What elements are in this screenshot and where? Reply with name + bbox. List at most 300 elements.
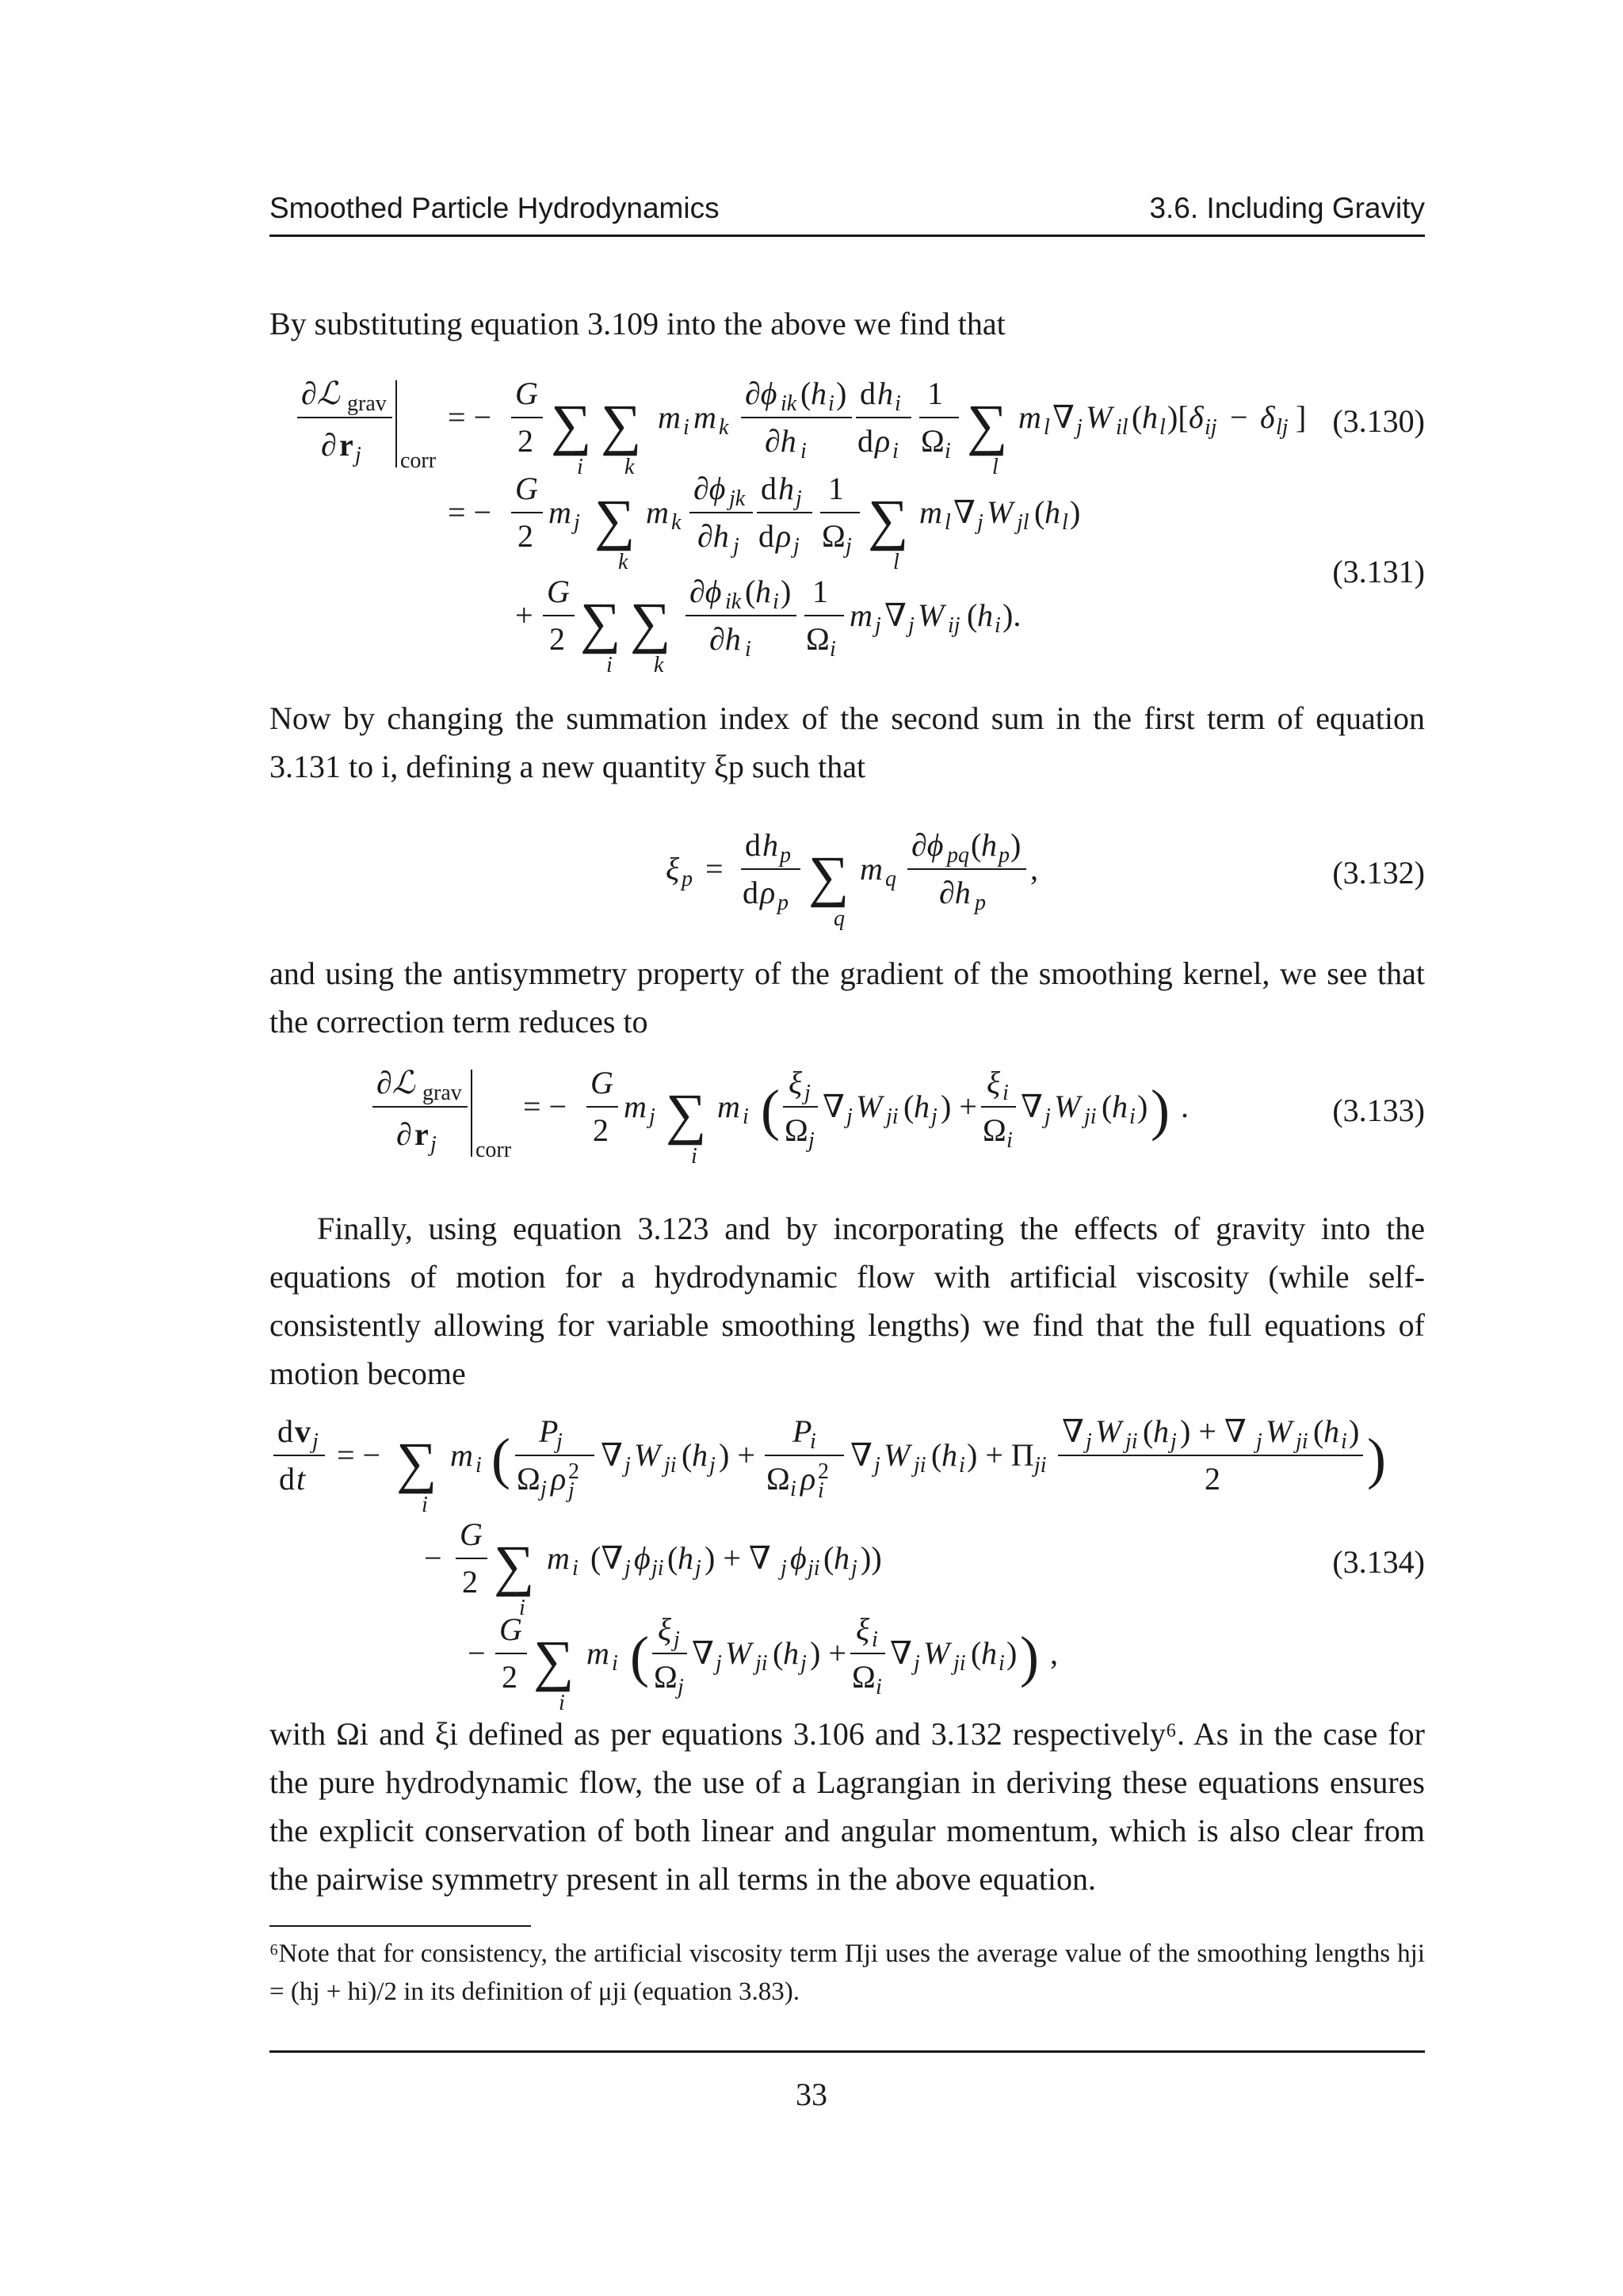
svg-text:pq: pq (947, 843, 969, 868)
svg-text:∑: ∑ (630, 591, 671, 654)
svg-text:p: p (975, 891, 986, 915)
svg-text:i: i (572, 1556, 579, 1581)
svg-text:j: j (649, 1104, 655, 1129)
footer-rule (269, 2050, 1425, 2053)
equation-number: (3.132) (1332, 855, 1425, 891)
equation-number: (3.133) (1332, 1093, 1425, 1128)
svg-text:h: h (981, 1635, 997, 1671)
svg-text:j: j (733, 534, 739, 559)
svg-text:j: j (678, 1675, 684, 1699)
svg-text:(: ( (773, 1635, 784, 1671)
svg-text:Ω: Ω (654, 1659, 678, 1695)
svg-text:Ω: Ω (921, 423, 945, 459)
svg-text:d: d (279, 1461, 295, 1497)
svg-text:m: m (586, 1635, 609, 1671)
svg-text:lj: lj (1276, 415, 1289, 440)
svg-text:(: ( (630, 1625, 649, 1688)
svg-text:Ω: Ω (806, 621, 830, 657)
svg-text:(: ( (800, 376, 812, 411)
svg-text:ξ: ξ (987, 1065, 1001, 1100)
svg-text:p: p (682, 867, 693, 891)
header-section: 3.6. Including Gravity (1149, 192, 1425, 224)
svg-text:j: j (808, 1128, 815, 1153)
svg-text:j: j (695, 1556, 701, 1581)
svg-text:h: h (977, 597, 993, 633)
svg-text:h: h (811, 376, 827, 411)
svg-text:(∇: (∇ (590, 1540, 624, 1576)
svg-text:= −: = − (448, 494, 492, 530)
svg-text:d: d (745, 827, 761, 863)
svg-text:j: j (874, 1453, 880, 1478)
svg-text:h: h (981, 827, 997, 863)
svg-text:i: i (1006, 1128, 1013, 1153)
svg-text:2: 2 (517, 518, 533, 554)
svg-text:ρ: ρ (875, 423, 891, 459)
svg-text:∂h: ∂h (765, 423, 796, 459)
svg-text:p: p (777, 891, 789, 915)
svg-text:∂ϕ: ∂ϕ (745, 376, 777, 411)
svg-text:+: + (515, 597, 533, 633)
svg-text:ρ: ρ (776, 518, 792, 554)
svg-text:∑: ∑ (808, 845, 850, 908)
svg-text:): ) (1367, 1427, 1386, 1490)
svg-text:): ) (1010, 827, 1022, 863)
svg-text:j: j (793, 534, 800, 559)
svg-text:j: j (1256, 1429, 1262, 1454)
svg-text:j: j (624, 1556, 631, 1581)
svg-text:W: W (884, 1437, 911, 1473)
svg-text:∑: ∑ (967, 393, 1008, 456)
svg-text:∇: ∇ (884, 597, 907, 633)
svg-text:W: W (923, 1635, 950, 1671)
svg-text:(: ( (971, 827, 982, 863)
svg-text:∂ℒ: ∂ℒ (301, 376, 340, 411)
svg-text:d: d (761, 471, 777, 506)
svg-text:Ω: Ω (983, 1112, 1006, 1148)
svg-text:i: i (612, 1651, 618, 1676)
svg-text:(: ( (1313, 1413, 1324, 1449)
svg-text:∑: ∑ (533, 1629, 575, 1692)
svg-text:h: h (834, 1540, 850, 1576)
svg-text:m: m (624, 1089, 647, 1124)
svg-text:= −: = − (337, 1437, 381, 1473)
svg-text:h: h (778, 471, 794, 506)
equation-3-130-3-131 (269, 372, 1425, 689)
svg-text:∇: ∇ (1052, 399, 1075, 435)
svg-text:) +: ) + (941, 1089, 977, 1124)
svg-text:G: G (590, 1065, 613, 1100)
svg-text:j: j (908, 613, 915, 638)
svg-text:i: i (773, 589, 779, 614)
svg-text:W: W (918, 597, 945, 633)
svg-text:j: j (674, 1627, 680, 1652)
svg-text:m: m (646, 494, 669, 530)
svg-text:i: i (959, 1453, 965, 1478)
svg-text:(: ( (682, 1437, 693, 1473)
svg-text:(: ( (1034, 494, 1045, 530)
svg-text:∂: ∂ (396, 1116, 412, 1152)
svg-text:i: i (895, 391, 901, 416)
paragraph-intro: By substituting equation 3.109 into the above we find that (269, 306, 1006, 341)
svg-text:∂ℒ: ∂ℒ (376, 1065, 415, 1100)
svg-text:ik: ik (725, 589, 742, 614)
svg-text:2: 2 (502, 1659, 517, 1695)
svg-text:2: 2 (1205, 1461, 1220, 1497)
svg-text:1: 1 (812, 574, 828, 609)
svg-text:(: ( (761, 1078, 780, 1142)
svg-text:h: h (877, 376, 893, 411)
svg-text:∂: ∂ (321, 427, 337, 463)
equation-3-134 (269, 1410, 1425, 1727)
svg-text:i: i (422, 1493, 428, 1517)
svg-text:(: ( (491, 1427, 510, 1490)
svg-text:j: j (556, 1429, 563, 1454)
svg-text:(: ( (745, 574, 756, 609)
svg-text:(: ( (823, 1540, 834, 1576)
svg-text:(: ( (667, 1540, 678, 1576)
svg-text:ξ: ξ (789, 1065, 803, 1100)
svg-text:(: ( (967, 597, 978, 633)
svg-text:j: j (709, 1453, 716, 1478)
svg-text:k: k (671, 510, 682, 535)
svg-text:r: r (339, 427, 353, 463)
svg-text:∇: ∇ (601, 1437, 623, 1473)
svg-text:∇: ∇ (890, 1635, 912, 1671)
svg-text:2: 2 (818, 1459, 829, 1484)
svg-text:j: j (568, 1478, 575, 1503)
svg-text:h: h (1044, 494, 1060, 530)
svg-text:): ) (1349, 1413, 1360, 1449)
svg-text:= −: = − (523, 1089, 567, 1124)
svg-text:ji: ji (953, 1651, 966, 1676)
svg-text:.: . (1181, 1089, 1189, 1124)
svg-text:i: i (945, 439, 951, 463)
svg-text:= −: = − (448, 399, 492, 435)
svg-text:2: 2 (549, 621, 565, 657)
svg-text:k: k (618, 550, 628, 574)
svg-text:∇: ∇ (1062, 1413, 1084, 1449)
svg-text:p: p (780, 843, 791, 868)
svg-text:m: m (658, 399, 681, 435)
svg-text:i: i (999, 1651, 1005, 1676)
svg-text:): ) (1151, 1078, 1170, 1142)
svg-text:m: m (1018, 399, 1041, 435)
svg-text:W: W (1095, 1413, 1122, 1449)
svg-text:i: i (818, 1478, 824, 1503)
svg-text:h: h (692, 1437, 708, 1473)
svg-text:∇: ∇ (953, 494, 976, 530)
svg-text:k: k (654, 653, 664, 677)
svg-text:W: W (987, 494, 1014, 530)
svg-text:j: j (540, 1477, 547, 1501)
equation-number: (3.130) (1332, 403, 1425, 439)
svg-text:2: 2 (593, 1112, 609, 1148)
equation-number: (3.134) (1332, 1544, 1425, 1580)
svg-text:r: r (414, 1116, 429, 1152)
svg-text:grav: grav (422, 1081, 462, 1105)
svg-text:d: d (758, 518, 774, 554)
svg-text:P: P (792, 1413, 812, 1449)
svg-text:d: d (277, 1413, 293, 1449)
svg-text:q: q (885, 867, 896, 891)
svg-text:−: − (468, 1635, 486, 1671)
svg-text:m: m (919, 494, 942, 530)
svg-text:m: m (450, 1437, 473, 1473)
svg-text:j: j (1044, 1104, 1051, 1129)
svg-text:jl: jl (1017, 510, 1029, 535)
svg-text:i: i (559, 1691, 565, 1715)
svg-text:grav: grav (347, 391, 387, 416)
svg-text:h: h (783, 1635, 799, 1671)
svg-text:∑: ∑ (868, 488, 909, 551)
svg-text:ji: ji (1125, 1429, 1138, 1454)
svg-text:ϕ: ϕ (790, 1540, 807, 1576)
svg-text:i: i (606, 653, 613, 677)
svg-text:v: v (295, 1413, 311, 1449)
svg-text:1: 1 (927, 376, 943, 411)
svg-text:h: h (762, 827, 778, 863)
svg-text:h: h (941, 1437, 957, 1473)
svg-text:j: j (931, 1104, 938, 1129)
svg-text:ξ: ξ (658, 1611, 672, 1647)
svg-text:m: m (548, 494, 571, 530)
equation-number: (3.131) (1332, 554, 1425, 589)
svg-text:ϕ: ϕ (634, 1540, 651, 1576)
svg-text:): ) (781, 574, 792, 609)
svg-text:ji: ji (664, 1453, 677, 1478)
svg-text:h: h (914, 1089, 930, 1124)
svg-text:j: j (800, 1651, 807, 1676)
svg-text:G: G (499, 1611, 522, 1647)
svg-text:∂h: ∂h (939, 875, 971, 910)
svg-text:j: j (846, 534, 852, 559)
svg-text:ik: ik (781, 391, 797, 416)
svg-text:i: i (519, 1596, 525, 1620)
svg-text:j: j (914, 1651, 920, 1676)
svg-text:j: j (716, 1651, 722, 1676)
svg-text:l: l (1044, 415, 1050, 440)
svg-text:q: q (834, 906, 845, 931)
svg-text:2: 2 (568, 1459, 579, 1484)
svg-text:d: d (857, 423, 873, 459)
svg-text:j: j (781, 1556, 787, 1581)
svg-text:W: W (634, 1437, 661, 1473)
svg-text:j: j (796, 486, 802, 511)
svg-text:Ω: Ω (822, 518, 846, 554)
svg-text:i: i (892, 439, 899, 463)
svg-text:ξ: ξ (666, 851, 680, 887)
svg-text:l: l (893, 550, 899, 574)
svg-text:G: G (547, 574, 570, 609)
svg-text:jk: jk (729, 486, 746, 511)
paragraph-conservation: with Ωi and ξi defined as per equations 3.106 and 3.132 respectively⁶. As in the case for the pure hydrodynamic flow, the use of a Lagrangian in deriving these equations ensures the explicit conservation of both linear and angular momentum, which is also clear from the pairwise symmetry present in all terms in the above equation. (269, 1716, 1425, 1897)
svg-text:i: i (872, 1627, 878, 1652)
svg-text:1: 1 (828, 471, 844, 506)
svg-text:): ) (1137, 1089, 1148, 1124)
svg-text:ρ: ρ (760, 875, 776, 910)
svg-text:corr: corr (475, 1138, 512, 1162)
svg-text:(: ( (1143, 1413, 1154, 1449)
svg-text:i: i (1002, 1081, 1009, 1105)
svg-text:∂ϕ: ∂ϕ (911, 827, 944, 863)
svg-text:m: m (547, 1540, 570, 1576)
svg-text:∇: ∇ (850, 1437, 873, 1473)
svg-text:ij: ij (1205, 415, 1217, 440)
svg-text:p: p (999, 843, 1010, 868)
svg-text:l: l (992, 455, 999, 479)
svg-text:ρ: ρ (551, 1461, 567, 1497)
svg-text:∇: ∇ (1021, 1089, 1043, 1124)
svg-text:∂h: ∂h (709, 621, 741, 657)
svg-text:h: h (755, 574, 771, 609)
svg-text:ji: ji (1034, 1453, 1047, 1478)
svg-text:∂h: ∂h (697, 518, 729, 554)
svg-text:W: W (1086, 399, 1113, 435)
svg-text:il: il (1116, 415, 1128, 440)
svg-text:t: t (296, 1461, 306, 1497)
equation-3-133 (269, 1062, 1425, 1173)
svg-text:i: i (745, 637, 751, 662)
svg-text:i: i (743, 1104, 749, 1129)
paragraph-equations-of-motion: Finally, using equation 3.123 and by incorporating the effects of gravity into the equations of motion for a hydrodynamic flow with artificial viscosity (while self-consistently allowing for variable smoothing lengths) we find that the full equations of motion become (269, 1211, 1425, 1391)
svg-text:i: i (577, 455, 583, 479)
svg-text:h: h (678, 1540, 693, 1576)
svg-text:) + Π: ) + Π (967, 1437, 1034, 1473)
svg-text:∑: ∑ (666, 1082, 707, 1146)
svg-text:δ: δ (1189, 399, 1204, 435)
svg-text:j: j (1086, 1429, 1092, 1454)
svg-text:j: j (430, 1132, 437, 1157)
svg-text:(: ( (971, 1635, 982, 1671)
svg-text:Ω: Ω (517, 1461, 540, 1497)
footnote: ⁶Note that for consistency, the artificial viscosity term Πji uses the average value of the smoothing lengths hji = (hj + hi)/2 in its definition of μji (equation 3.83). (269, 1939, 1425, 2006)
svg-text:G: G (515, 471, 538, 506)
svg-text:j: j (355, 443, 361, 467)
svg-text:∑: ∑ (494, 1534, 535, 1597)
svg-text:ji: ji (755, 1651, 768, 1676)
svg-text:): ) (1020, 1625, 1039, 1688)
svg-text:δ: δ (1260, 399, 1275, 435)
svg-text:∂ϕ: ∂ϕ (689, 574, 722, 609)
svg-text:∑: ∑ (396, 1431, 437, 1494)
svg-text:i: i (828, 391, 834, 416)
svg-text:ji: ji (886, 1104, 899, 1129)
svg-text:i: i (1129, 1104, 1136, 1129)
svg-text:j: j (1170, 1429, 1177, 1454)
svg-text:2: 2 (462, 1564, 478, 1600)
svg-text:i: i (790, 1477, 796, 1501)
svg-text:j: j (1076, 415, 1083, 440)
svg-text:W: W (1054, 1089, 1081, 1124)
svg-text:ji: ji (1296, 1429, 1308, 1454)
svg-text:∑: ∑ (601, 393, 642, 456)
svg-text:∂ϕ: ∂ϕ (693, 471, 726, 506)
svg-text:j: j (846, 1104, 853, 1129)
svg-text:h: h (1323, 1413, 1339, 1449)
svg-text:(: ( (903, 1089, 915, 1124)
svg-text:): ) (836, 376, 847, 411)
svg-text:ji: ji (651, 1556, 664, 1581)
svg-text:,: , (1050, 1635, 1058, 1671)
svg-text:j: j (804, 1081, 811, 1105)
svg-text:∑: ∑ (580, 591, 621, 654)
svg-text:(: ( (931, 1437, 942, 1473)
svg-text:) + ∇: ) + ∇ (1180, 1413, 1247, 1449)
svg-text:G: G (515, 376, 538, 411)
svg-text:(: ( (1102, 1089, 1113, 1124)
svg-text:).: ). (1002, 597, 1022, 633)
svg-text:i: i (683, 415, 689, 440)
svg-text:G: G (460, 1516, 483, 1552)
svg-text:W: W (1266, 1413, 1293, 1449)
svg-text:d: d (743, 875, 758, 910)
svg-text:h: h (1142, 399, 1158, 435)
svg-text:(: ( (1132, 399, 1143, 435)
paragraph-antisymmetry: and using the antisymmetry property of the gradient of the smoothing kernel, we see that the correction term reduces to (269, 955, 1425, 1039)
svg-text:) +: ) + (810, 1635, 846, 1671)
svg-text:∑: ∑ (594, 488, 636, 551)
svg-text:∇: ∇ (823, 1089, 845, 1124)
svg-text:−: − (1230, 399, 1248, 435)
svg-text:)[: )[ (1167, 399, 1189, 435)
svg-text:=: = (705, 851, 724, 887)
svg-text:m: m (693, 399, 716, 435)
svg-text:ji: ji (1084, 1104, 1097, 1129)
svg-text:j: j (624, 1453, 631, 1478)
svg-text:m: m (717, 1089, 740, 1124)
svg-text:Ω: Ω (785, 1112, 808, 1148)
svg-text:W: W (856, 1089, 883, 1124)
svg-text:i: i (475, 1453, 482, 1478)
svg-text:l: l (945, 510, 951, 535)
svg-text:k: k (624, 455, 635, 479)
svg-text:i: i (995, 613, 1001, 638)
svg-text:)): )) (861, 1540, 882, 1576)
svg-text:j: j (977, 510, 983, 535)
svg-text:∇: ∇ (692, 1635, 714, 1671)
svg-text:,: , (1030, 851, 1038, 887)
header-title: Smoothed Particle Hydrodynamics (269, 192, 720, 224)
svg-text:ji: ji (914, 1453, 926, 1478)
paragraph-summation: Now by changing the summation index of the second sum in the first term of equation 3.131 to i, defining a new quantity ξp such that (269, 700, 1425, 784)
svg-text:ji: ji (808, 1556, 820, 1581)
svg-text:W: W (725, 1635, 752, 1671)
svg-text:−: − (424, 1540, 442, 1576)
svg-text:i: i (810, 1429, 816, 1454)
svg-text:m: m (860, 851, 883, 887)
svg-text:2: 2 (517, 423, 533, 459)
svg-text:Ω: Ω (852, 1659, 876, 1695)
svg-text:h: h (1112, 1089, 1128, 1124)
svg-text:h: h (1153, 1413, 1169, 1449)
svg-text:): ) (1070, 494, 1081, 530)
svg-text:d: d (860, 376, 876, 411)
svg-text:Ω: Ω (766, 1461, 790, 1497)
svg-text:P: P (539, 1413, 559, 1449)
svg-text:l: l (1159, 415, 1166, 440)
svg-text:i: i (800, 439, 807, 463)
svg-text:i: i (876, 1675, 882, 1699)
svg-text:corr: corr (400, 448, 437, 473)
svg-text:i: i (830, 637, 836, 662)
svg-text:i: i (691, 1144, 697, 1169)
svg-text:) +: ) + (719, 1437, 755, 1473)
equation-3-132 (269, 824, 1425, 931)
svg-text:ρ: ρ (800, 1461, 816, 1497)
svg-text:ij: ij (948, 613, 960, 638)
svg-text:]: ] (1296, 399, 1307, 435)
svg-text:j: j (574, 510, 580, 535)
